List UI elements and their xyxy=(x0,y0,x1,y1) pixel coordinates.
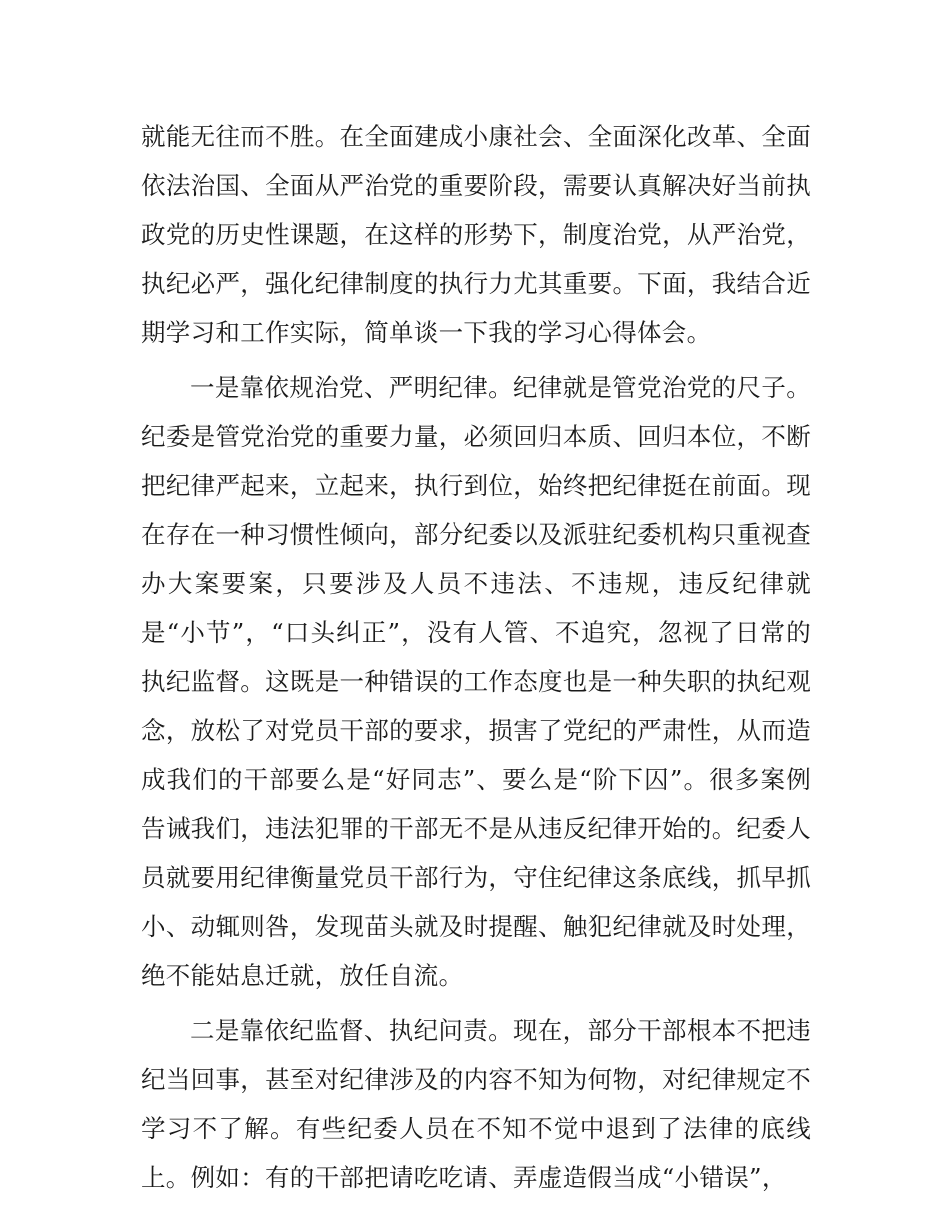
paragraph-intro: 就能无往而不胜。在全面建成小康社会、全面深化改革、全面依法治国、全面从严治党的重要阶段，需要认真解决好当前执政党的历史性课题，在这样的形势下，制度治党，从严治党，执纪必严，强化纪律制度的执行力尤其重要。下面，我结合近期学习和工作实际，简单谈一下我的学习心得体会。 xyxy=(141,122,811,347)
paragraph-point-two: 二是靠依纪监督、执纪问责。现在，部分干部根本不把违纪当回事，甚至对纪律涉及的内容不知为何物，对纪律规定不学习不了解。有些纪委人员在不知不觉中退到了法律的底线上。例如：有的干部把请吃吃请、弄虚造假当成“小错误”， xyxy=(141,1016,811,1192)
document-body xyxy=(141,112,811,1202)
paragraph-point-one: 一是靠依规治党、严明纪律。纪律就是管党治党的尺子。纪委是管党治党的重要力量，必须回归本质、回归本位，不断把纪律严起来，立起来，执行到位，始终把纪律挺在前面。现在存在一种习惯性倾向，部分纪委以及派驻纪委机构只重视查办大案要案，只要涉及人员不违法、不违规，违反纪律就是“小节”，“口头纠正”，没有人管、不追究，忽视了日常的执纪监督。这既是一种错误的工作态度也是一种失职的执纪观念，放松了对党员干部的要求，损害了党纪的严肃性，从而造成我们的干部要么是“好同志”、要么是“阶下囚”。很多案例告诫我们，违法犯罪的干部无不是从违反纪律开始的。纪委人员就要用纪律衡量党员干部行为，守住纪律这条底线，抓早抓小、动辄则咎，发现苗头就及时提醒、触犯纪律就及时处理，绝不能姑息迁就，放任自流。 xyxy=(141,373,811,990)
